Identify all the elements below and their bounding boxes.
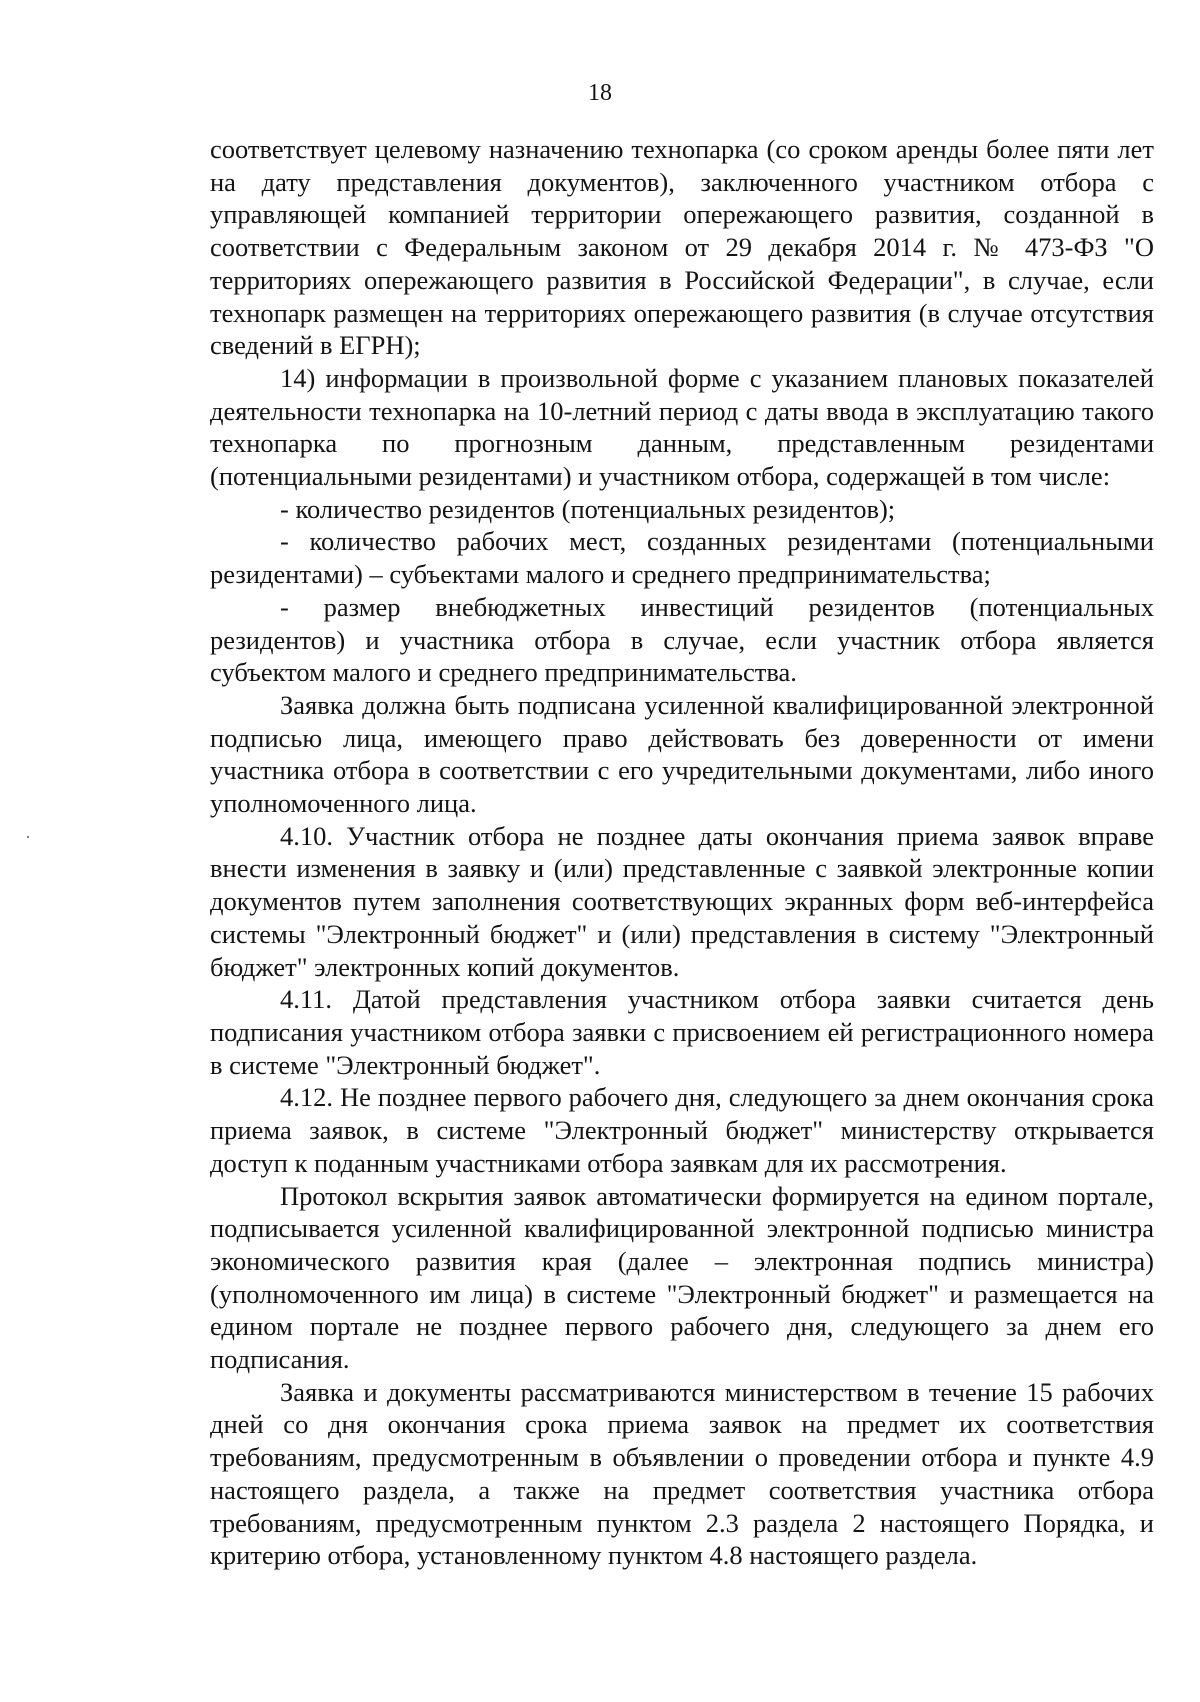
paragraph-4-12: 4.12. Не позднее первого рабочего дня, следующего за днем окончания срока приема заявок, в системе "Электронный бюджет" министерству открывается доступ к поданным участниками отбора заявкам для их рассмотрения. <box>210 1082 1154 1178</box>
paragraph-4-11: 4.11. Датой представления участником отбора заявки считается день подписания участником отбора заявки с присвоением ей регистрационного номера в системе "Электронный бюджет". <box>210 984 1154 1080</box>
page-number: 18 <box>588 80 612 106</box>
paragraph-signature-requirement: Заявка должна быть подписана усиленной квалифицированной электронной подписью лица, имеющего право действовать без доверенности от имени участника отбора в соответствии с его учредительными документами, либо иного уполномоченного лица. <box>210 689 1154 819</box>
paragraph-continuation: соответствует целевому назначению технопарка (со сроком аренды более пяти лет на дату представления документов), заключенного участником отбора с управляющей компанией территории опережающего развития, созданной в соответствии с Федеральным законом от 29 декабря 2014 г. № 473-ФЗ "О территориях опережающего развития в Российской Федерации", в случае, если технопарк размещен на территориях опережающего развития (в случае отсутствия сведений в ЕГРН); <box>210 134 1154 361</box>
paragraph-item-14: 14) информации в произвольной форме с указанием плановых показателей деятельности технопарка на 10-летний период с даты ввода в эксплуатацию такого технопарка по прогнозным данным, представленным резидентами (потенциальными резидентами) и участником отбора, содержащей в том числе: <box>210 362 1154 492</box>
paragraph-review-terms: Заявка и документы рассматриваются министерством в течение 15 рабочих дней со дня окончания срока приема заявок на предмет их соответствия требованиям, предусмотренным в объявлении о проведении отбора и пункте 4.9 настоящего раздела, а также на предмет соответствия участника отбора требованиям, предусмотренным пунктом 2.3 раздела 2 настоящего Порядка, и критерию отбора, установленному пунктом 4.8 настоящего раздела. <box>210 1376 1154 1571</box>
paragraph-4-10: 4.10. Участник отбора не позднее даты окончания приема заявок вправе внести изменения в заявку и (или) представленные с заявкой электронные копии документов путем заполнения соответствующих экранных форм веб-интерфейса системы "Электронный бюджет" и (или) представления в систему "Электронный бюджет" электронных копий документов. <box>210 820 1154 982</box>
paragraph-opening-protocol: Протокол вскрытия заявок автоматически формируется на едином портале, подписывается усиленной квалифицированной электронной подписью министра экономического развития края (далее – электронная подпись министра) (уполномоченного им лица) в системе "Электронный бюджет" и размещается на едином портале не позднее первого рабочего дня, следующего за днем его подписания. <box>210 1180 1154 1375</box>
document-body <box>210 133 1154 1572</box>
scan-speck <box>27 836 29 838</box>
paragraph-bullet-residents-count: - количество резидентов (потенциальных резидентов); <box>280 493 896 524</box>
paragraph-bullet-investments: - размер внебюджетных инвестиций резидентов (потенциальных резидентов) и участника отбора в случае, если участник отбора является субъектом малого и среднего предпринимательства. <box>210 591 1154 688</box>
paragraph-bullet-jobs-count: - количество рабочих мест, созданных резидентами (потенциальными резидентами) – субъектами малого и среднего предпринимательства; <box>210 526 1154 590</box>
